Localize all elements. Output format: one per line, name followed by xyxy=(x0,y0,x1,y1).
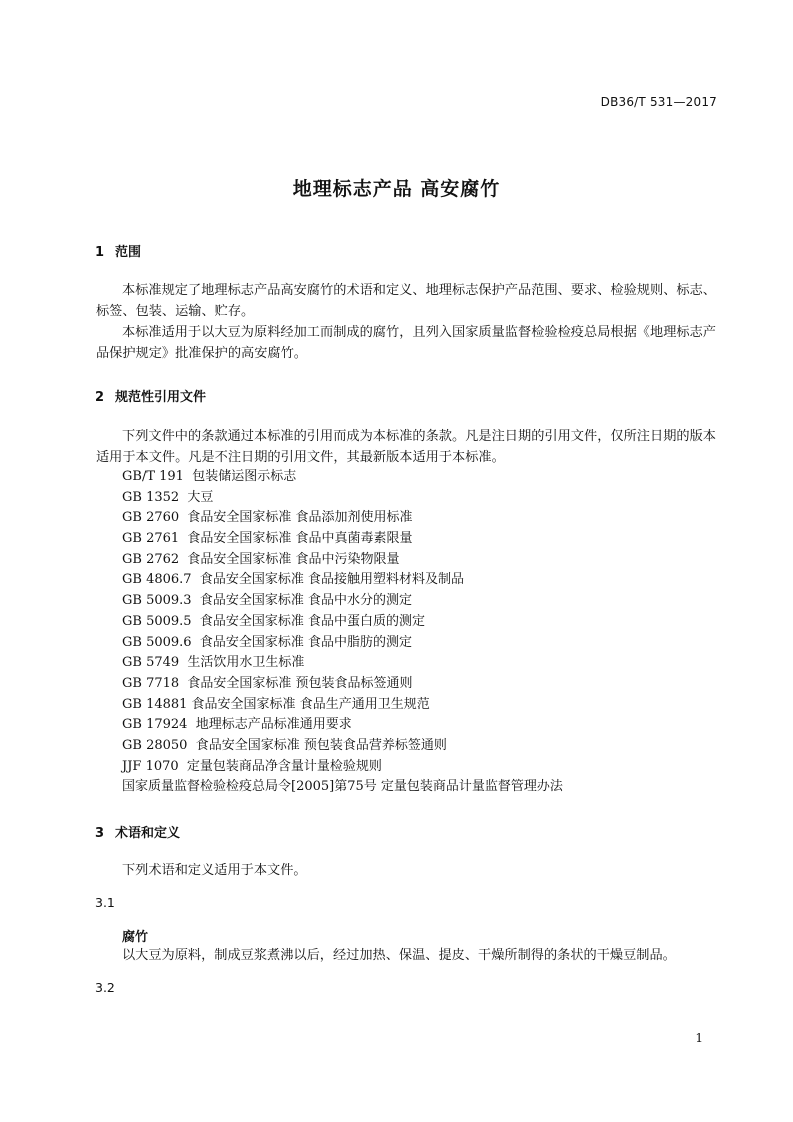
reference-item: GB/T 191 包装储运图示标志 xyxy=(122,469,297,484)
section-3-intro: 下列术语和定义适用于本文件。 xyxy=(122,863,307,878)
clause-number-3-2: 3.2 xyxy=(95,980,115,995)
reference-item: GB 2760 食品安全国家标准 食品添加剂使用标准 xyxy=(122,510,413,526)
reference-item: 国家质量监督检验检疫总局令[2005]第75号 定量包装商品计量监督管理办法 xyxy=(122,779,563,795)
section-1-paragraph-2: 本标准适用于以大豆为原料经加工而制成的腐竹，且列入国家质量监督检验检疫总局根据《地理标志产品保护规定》批准保护的高安腐竹。 xyxy=(96,325,716,361)
section-2-heading xyxy=(95,386,206,405)
reference-item: GB 5009.3 食品安全国家标准 食品中水分的测定 xyxy=(122,593,412,609)
reference-item: GB 7718 食品安全国家标准 预包装食品标签通则 xyxy=(122,675,413,691)
reference-item: GB 5749 生活饮用水卫生标准 xyxy=(122,655,305,671)
reference-list xyxy=(122,467,563,798)
section-number: 2 xyxy=(95,390,105,405)
section-title: 规范性引用文件 xyxy=(115,390,207,405)
section-3-heading xyxy=(95,822,180,841)
reference-item: GB 17924 地理标志产品标准通用要求 xyxy=(122,717,352,733)
term-fuzhu: 腐竹 xyxy=(122,930,149,945)
term-definition: 以大豆为原料，制成豆浆煮沸以后，经过加热、保温、提皮、干燥所制得的条状的干燥豆制品。 xyxy=(122,948,676,963)
standard-code: DB36/T 531—2017 xyxy=(600,95,717,109)
section-title: 范围 xyxy=(115,245,142,260)
document-title: 地理标志产品 高安腐竹 xyxy=(292,178,501,200)
reference-item: GB 1352 大豆 xyxy=(122,489,214,505)
reference-item: GB 4806.7 食品安全国家标准 食品接触用塑料材料及制品 xyxy=(122,572,464,588)
reference-item: GB 14881 食品安全国家标准 食品生产通用卫生规范 xyxy=(122,696,430,712)
page-number: 1 xyxy=(695,1031,703,1045)
section-number: 3 xyxy=(95,826,105,841)
section-1-heading xyxy=(95,241,141,260)
section-2-intro: 下列文件中的条款通过本标准的引用而成为本标准的条款。凡是注日期的引用文件，仅所注日期的版本适用于本文件。凡是不注日期的引用文件，其最新版本适用于本标准。 xyxy=(96,429,716,465)
reference-item: GB 28050 食品安全国家标准 预包装食品营养标签通则 xyxy=(122,737,447,753)
section-title: 术语和定义 xyxy=(115,826,181,841)
section-number: 1 xyxy=(95,245,105,260)
reference-item: GB 2761 食品安全国家标准 食品中真菌毒素限量 xyxy=(122,531,413,547)
clause-number-3-1: 3.1 xyxy=(95,895,115,910)
reference-item: GB 2762 食品安全国家标准 食品中污染物限量 xyxy=(122,551,400,567)
reference-item: GB 5009.5 食品安全国家标准 食品中蛋白质的测定 xyxy=(122,613,425,629)
reference-item: JJF 1070 定量包装商品净含量计量检验规则 xyxy=(122,758,382,774)
section-1-paragraph-1: 本标准规定了地理标志产品高安腐竹的术语和定义、地理标志保护产品范围、要求、检验规则、标志、标签、包装、运输、贮存。 xyxy=(96,283,716,319)
reference-item: GB 5009.6 食品安全国家标准 食品中脂肪的测定 xyxy=(122,634,412,650)
